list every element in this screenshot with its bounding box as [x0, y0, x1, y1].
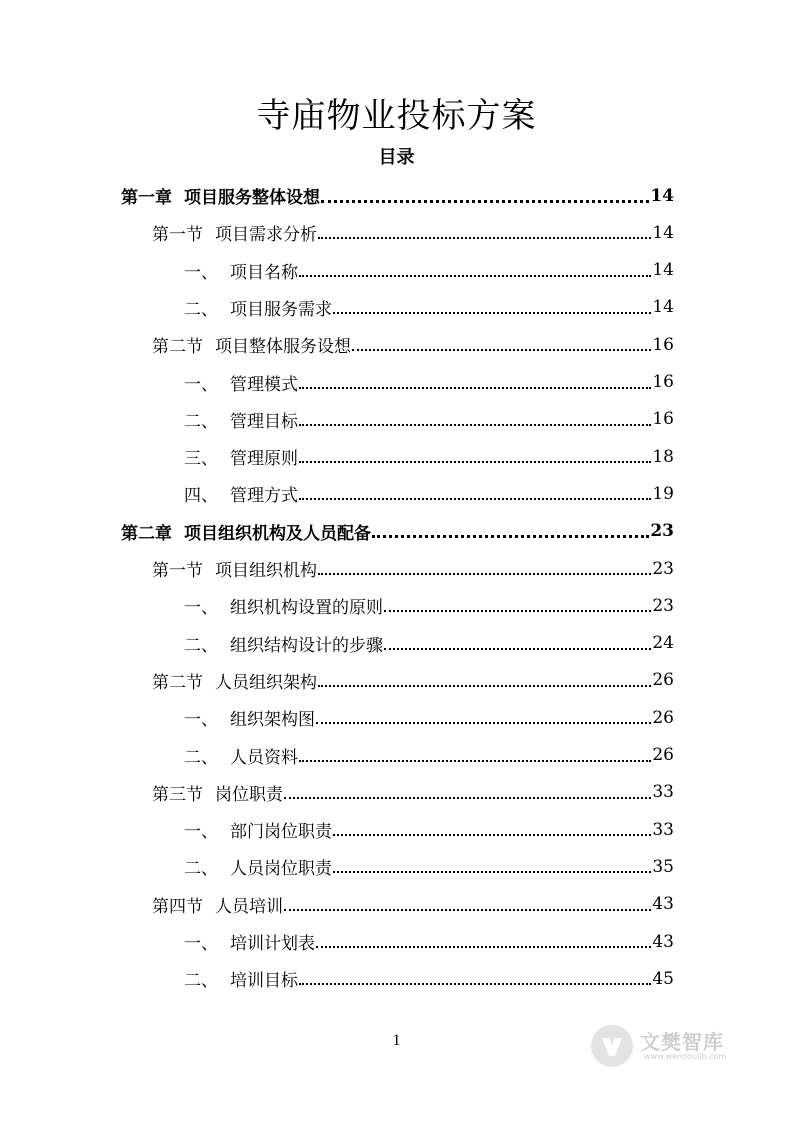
toc-entry-label — [184, 407, 298, 432]
toc-dot-leader — [352, 348, 651, 351]
toc-dot-leader — [299, 759, 651, 762]
toc-page-number: 43 — [652, 894, 674, 915]
toc-entry-title: 人员资料 — [230, 747, 298, 768]
toc-entry-number: 第一节 — [152, 561, 203, 581]
toc-entry-label — [152, 892, 283, 917]
toc-page-number: 16 — [652, 372, 674, 392]
toc-entry-label — [184, 966, 298, 991]
toc-page-number: 24 — [652, 633, 674, 654]
toc-dot-leader — [318, 572, 651, 575]
toc-entry-number: 二、 — [184, 971, 218, 992]
toc-page-number: 43 — [652, 931, 674, 952]
toc-entry-number: 一、 — [184, 934, 218, 954]
toc-page-number: 16 — [652, 334, 674, 355]
toc-dot-leader — [299, 460, 651, 463]
toc-page-number: 14 — [652, 260, 674, 281]
toc-entry-number: 第二节 — [152, 672, 203, 693]
toc-page-number: 26 — [652, 670, 674, 691]
toc-entry-number: 二、 — [184, 859, 218, 880]
toc-entry-label — [184, 631, 383, 656]
toc-dot-leader — [284, 796, 651, 799]
toc-dot-leader — [333, 833, 651, 836]
toc-entry-number: 三、 — [184, 449, 218, 470]
toc-entry-title: 岗位职责 — [215, 784, 283, 805]
toc-dot-leader — [318, 236, 651, 239]
toc-entry[interactable] — [152, 774, 674, 811]
toc-entry[interactable] — [184, 811, 674, 848]
toc-dot-leader — [299, 386, 651, 389]
toc-entry[interactable] — [184, 923, 674, 960]
toc-entry[interactable] — [152, 662, 674, 699]
toc-entry-title: 项目服务整体设想 — [184, 188, 320, 208]
toc-entry-title: 项目组织机构及人员配备 — [184, 523, 371, 544]
toc-entry-title: 管理方式 — [230, 486, 298, 507]
toc-entry-number: 一、 — [184, 374, 218, 395]
watermark — [588, 1020, 758, 1076]
toc-entry-title: 人员培训 — [215, 896, 283, 917]
toc-entry-number: 第一节 — [152, 225, 203, 246]
toc-dot-leader — [299, 982, 651, 985]
toc-heading: 目录 — [378, 147, 415, 168]
toc-dot-leader — [299, 497, 651, 500]
toc-entry-label — [184, 743, 298, 768]
toc-entry-label — [152, 780, 283, 805]
toc-entry-title: 项目需求分析 — [215, 225, 317, 246]
toc-entry-label — [152, 220, 317, 245]
toc-page-number: 26 — [652, 745, 674, 765]
toc-page-number: 33 — [652, 819, 674, 840]
toc-entry[interactable] — [184, 587, 674, 624]
toc-page-number: 14 — [650, 185, 674, 206]
toc-entry-title: 组织结构设计的步骤 — [230, 635, 383, 656]
page-number: 1 — [392, 1032, 401, 1049]
toc-entry-label — [184, 295, 332, 320]
toc-entry-title: 管理目标 — [230, 411, 298, 432]
toc-entry[interactable] — [184, 401, 674, 438]
toc-entry-title: 组织机构设置的原则 — [230, 598, 383, 619]
toc-page-number: 45 — [652, 968, 674, 989]
toc-page-number: 18 — [652, 446, 674, 467]
toc-entry[interactable] — [184, 625, 674, 662]
toc-entry-title: 培训目标 — [230, 971, 298, 992]
toc-page-number: 14 — [652, 297, 674, 318]
logo-icon — [588, 1022, 636, 1070]
toc-entry[interactable] — [184, 475, 674, 512]
toc-entry-title: 人员岗位职责 — [230, 859, 332, 880]
toc-dot-leader — [284, 908, 651, 911]
toc-entry-label — [184, 258, 298, 283]
toc-entry[interactable] — [184, 364, 674, 401]
toc-entry[interactable] — [184, 252, 674, 289]
toc-dot-leader — [372, 534, 649, 538]
toc-page-number: 33 — [652, 782, 674, 803]
toc-entry-label — [121, 183, 320, 208]
toc-entry-title: 组织架构图 — [230, 710, 315, 731]
toc-entry-title: 培训计划表 — [230, 934, 315, 954]
toc-dot-leader — [318, 684, 651, 687]
toc-entry[interactable] — [152, 550, 674, 587]
toc-entry-number: 第三节 — [152, 784, 203, 805]
toc-entry-label — [152, 668, 317, 693]
toc-entry-number: 二、 — [184, 411, 218, 432]
toc-entry-label — [184, 705, 315, 730]
toc-entry-title: 项目整体服务设想 — [215, 337, 351, 358]
toc-entry-number: 第一章 — [121, 188, 172, 208]
toc-entry[interactable] — [184, 699, 674, 736]
toc-dot-leader — [316, 945, 651, 948]
toc-entry-title: 项目服务需求 — [230, 299, 332, 320]
toc-page-number: 14 — [652, 222, 674, 243]
toc-entry[interactable] — [121, 177, 674, 214]
toc-entry-number: 二、 — [184, 635, 218, 656]
toc-dot-leader — [299, 274, 651, 277]
toc-dot-leader — [333, 311, 651, 314]
toc-entry-number: 第二节 — [152, 337, 203, 358]
toc-entry[interactable] — [184, 848, 674, 885]
document-title: 寺庙物业投标方案 — [256, 96, 537, 136]
toc-entry[interactable] — [152, 326, 674, 363]
toc-entry-label — [184, 370, 298, 395]
toc-entry-label — [184, 593, 383, 618]
toc-entry-number: 二、 — [184, 747, 218, 768]
toc-entry-label — [184, 854, 332, 879]
toc-entry-title: 人员组织架构 — [215, 672, 317, 693]
toc-entry[interactable] — [184, 438, 674, 475]
toc-entry[interactable] — [184, 960, 674, 997]
toc-entry-label — [184, 481, 298, 506]
toc-entry-number: 二、 — [184, 299, 218, 320]
toc-page-number: 16 — [652, 409, 674, 430]
watermark-name: 文樊智库 — [640, 1030, 724, 1054]
toc-entry[interactable] — [121, 513, 674, 550]
toc-entry-number: 第四节 — [152, 896, 203, 917]
toc-entry-title: 部门岗位职责 — [230, 822, 332, 843]
toc-entry-number: 四、 — [184, 486, 218, 507]
toc-entry[interactable] — [152, 886, 674, 923]
toc-entry-title: 管理模式 — [230, 374, 298, 395]
toc-entry[interactable] — [184, 289, 674, 326]
toc-entry-number: 第二章 — [121, 523, 172, 544]
toc-dot-leader — [333, 870, 651, 873]
toc-entry-title: 项目名称 — [230, 262, 298, 283]
toc-entry-title: 管理原则 — [230, 449, 298, 470]
toc-page-number: 19 — [652, 483, 674, 504]
toc-entry-number: 一、 — [184, 710, 218, 731]
toc-entry-title: 项目组织机构 — [215, 561, 317, 581]
toc-entry-number: 一、 — [184, 598, 218, 619]
toc-entry-number: 一、 — [184, 822, 218, 843]
toc-entry-label — [184, 929, 315, 954]
toc-entry-label — [152, 332, 351, 357]
toc-entry-number: 一、 — [184, 262, 218, 283]
toc-page-number: 23 — [650, 521, 674, 542]
toc-page-number: 23 — [652, 595, 674, 616]
toc-dot-leader — [321, 199, 649, 203]
toc-dot-leader — [384, 609, 651, 612]
toc-dot-leader — [299, 423, 651, 426]
toc-entry-label — [184, 444, 298, 469]
toc-entry[interactable] — [152, 214, 674, 251]
toc-entry-label — [121, 519, 371, 544]
toc-entry-label — [152, 556, 317, 581]
toc-entry-label — [184, 817, 332, 842]
toc-page-number: 35 — [652, 856, 674, 877]
toc-dot-leader — [384, 647, 651, 650]
toc-dot-leader — [316, 721, 651, 724]
toc-page-number: 26 — [652, 707, 674, 728]
watermark-url: www.wendoulib.com — [644, 1052, 727, 1061]
toc-entry[interactable] — [184, 737, 674, 774]
toc-page-number: 23 — [652, 558, 674, 579]
